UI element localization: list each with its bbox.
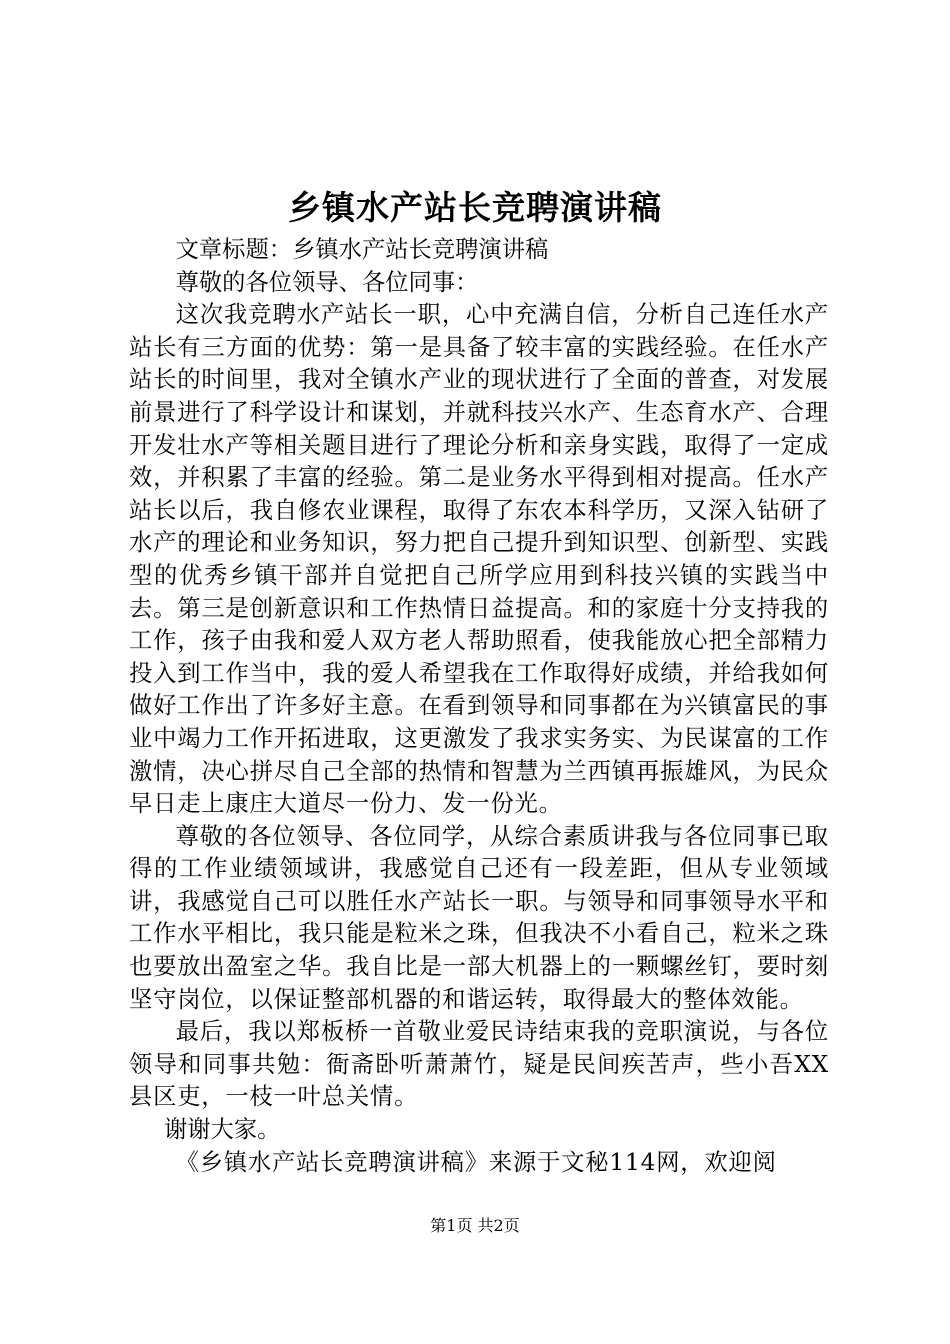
document-body [129, 234, 829, 1179]
article-title-line: 文章标题：乡镇水产站长竞聘演讲稿 [175, 236, 549, 263]
body-paragraph: 尊敬的各位领导、各位同学，从综合素质讲我与各位同事已取得的工作业绩领域讲，我感觉自己还有一段差距，但从专业领域讲，我感觉自己可以胜任水产站长一职。与领导和同事领导水平和工作水平相比，我只能是粒米之珠，但我决不小看自己，粒米之珠也要放出盈室之华。我自比是一部大机器上的一颗螺丝钉，要时刻坚守岗位，以保证整部机器的和谐运转，取得最大的整体效能。 [129, 822, 829, 1013]
page-number: 第1页 共2页 [430, 1216, 520, 1235]
salutation: 尊敬的各位领导、各位同事： [175, 268, 479, 296]
document-title: 乡镇水产站长竞聘演讲稿 [288, 188, 662, 227]
body-paragraph: 这次我竞聘水产站长一职，心中充满自信，分析自己连任水产站长有三方面的优势：第一是具备了较丰富的实践经验。在任水产站长的时间里，我对全镇水产业的现状进行了全面的普查，对发展前景进行了科学设计和谋划，并就科技兴水产、生态育水产、合理开发壮水产等相关题目进行了理论分析和亲身实践，取得了一定成效，并积累了丰富的经验。第二是业务水平得到相对提高。任水产站长以后，我自修农业课程，取得了东农本科学历，又深入钻研了水产的理论和业务知识，努力把自己提升到知识型、创新型、实践型的优秀乡镇干部并自觉把自己所学应用到科技兴镇的实践当中去。第三是创新意识和工作热情日益提高。和的家庭十分支持我的工作，孩子由我和爱人双方老人帮助照看，使我能放心把全部精力投入到工作当中，我的爱人希望我在工作取得好成绩，并给我如何做好工作出了许多好主意。在看到领导和同事都在为兴镇富民的事业中竭力工作开拓进取，这更激发了我求实务实、为民谋富的工作激情，决心拼尽自己全部的热情和智慧为兰西镇再振雄风，为民众早日走上康庄大道尽一份力、发一份光。 [129, 301, 829, 818]
body-paragraph: 最后，我以郑板桥一首敬业爱民诗结束我的竞职演说，与各位领导和同事共勉：衙斋卧听萧萧竹，疑是民间疾苦声，些小吾XX县区吏，一枝一叶总关情。 [129, 1018, 829, 1111]
closing-thanks: 谢谢大家。 [163, 1116, 281, 1144]
source-note: 《乡镇水产站长竞聘演讲稿》来源于文秘114网，欢迎阅 [175, 1148, 777, 1176]
